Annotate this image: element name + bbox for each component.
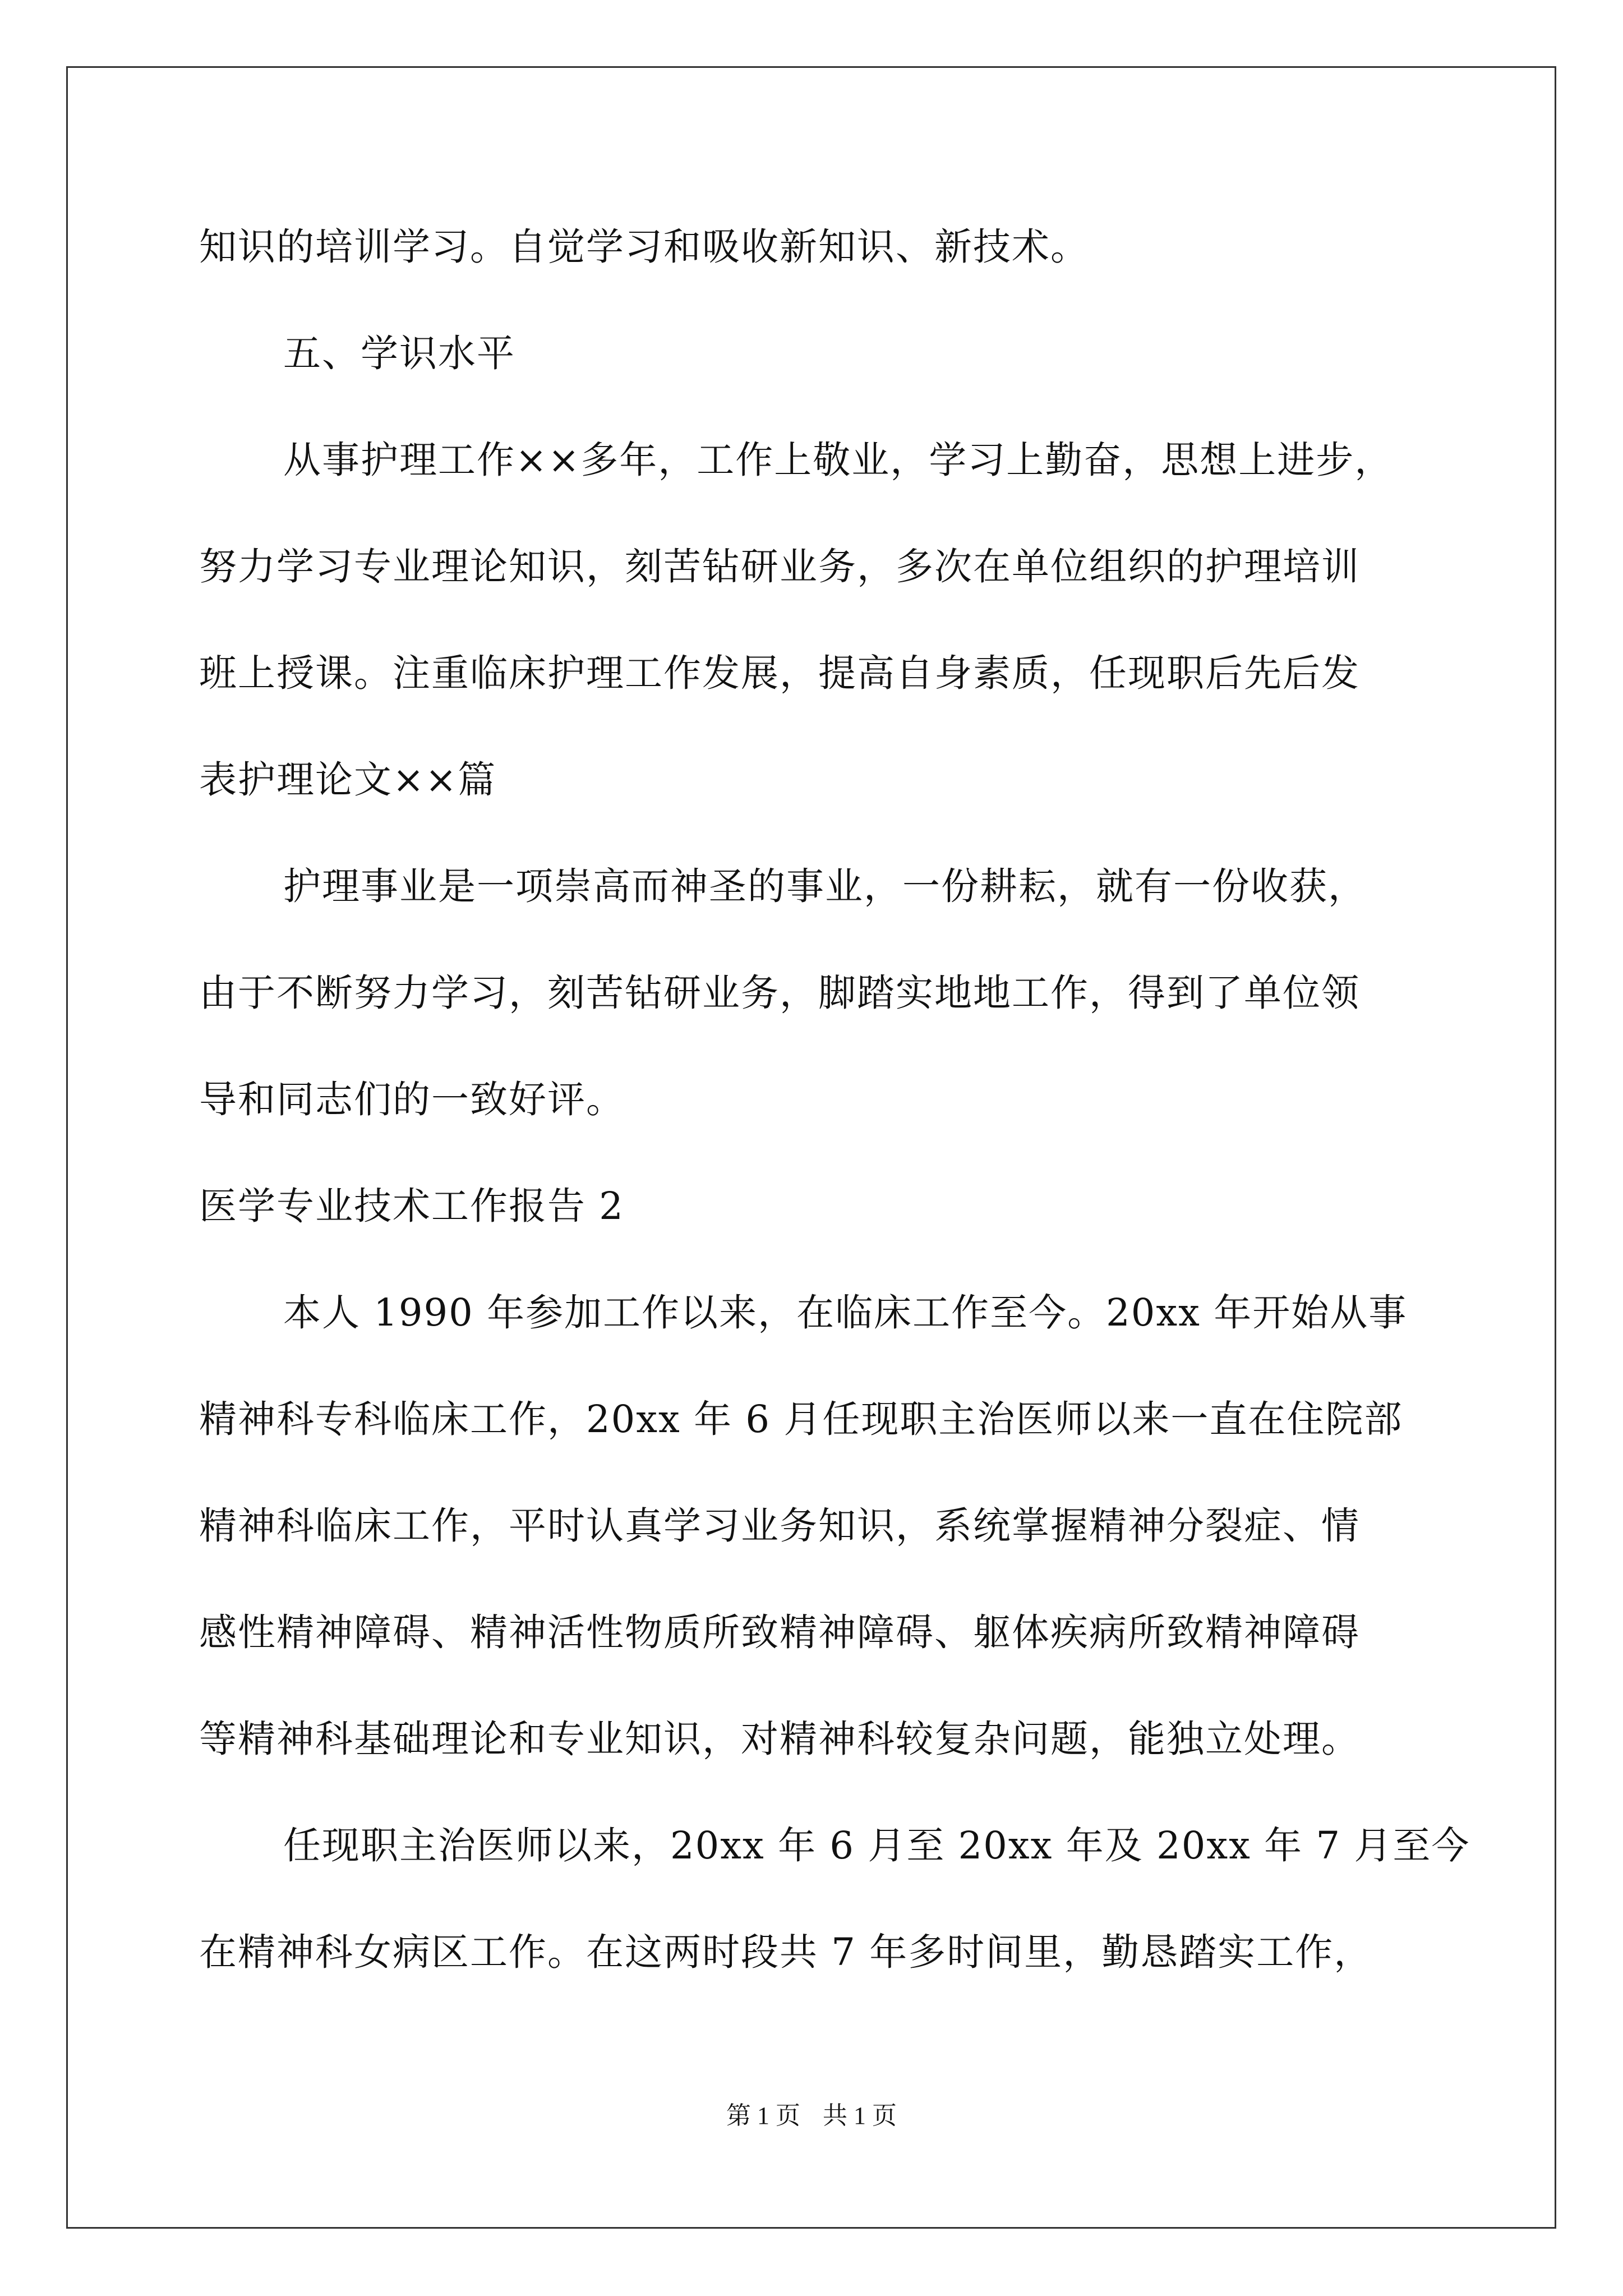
text-line: 班上授课。注重临床护理工作发展，提高自身素质，任现职后先后发 [199, 651, 1360, 695]
document-subtitle: 医学专业技术工作报告 2 [199, 1184, 624, 1228]
page-total: 共 1 页 [823, 2102, 897, 2129]
text-line: 护理事业是一项崇高而神圣的事业，一份耕耘，就有一份收获， [283, 864, 1367, 908]
text-line: 导和同志们的一致好评。 [199, 1078, 625, 1121]
section-heading: 五、学识水平 [283, 332, 515, 375]
page-footer [0, 2095, 1623, 2131]
text-line: 本人 1990 年参加工作以来，在临床工作至今。20xx 年开始从事 [283, 1291, 1408, 1335]
text-line: 任现职主治医师以来，20xx 年 6 月至 20xx 年及 20xx 年 7 月至今 [283, 1824, 1470, 1867]
text-line: 在精神科女病区工作。在这两时段共 7 年多时间里，勤恳踏实工作， [199, 1930, 1373, 1974]
page-number: 第 1 页 [726, 2102, 800, 2129]
text-line: 由于不断努力学习，刻苦钻研业务，脚踏实地地工作，得到了单位领 [199, 971, 1360, 1015]
text-line: 等精神科基础理论和专业知识，对精神科较复杂问题，能独立处理。 [199, 1717, 1360, 1761]
text-line: 感性精神障碍、精神活性物质所致精神障碍、躯体疾病所致精神障碍 [199, 1611, 1360, 1654]
text-line: 精神科专科临床工作，20xx 年 6 月任现职主治医师以来一直在住院部 [199, 1397, 1403, 1441]
text-line: 努力学习专业理论知识，刻苦钻研业务，多次在单位组织的护理培训 [199, 545, 1360, 588]
text-line: 表护理论文××篇 [199, 758, 497, 802]
page-border [66, 66, 1556, 2229]
text-line: 知识的培训学习。自觉学习和吸收新知识、新技术。 [199, 225, 1089, 269]
text-line: 精神科临床工作，平时认真学习业务知识，系统掌握精神分裂症、情 [199, 1504, 1360, 1548]
text-line: 从事护理工作××多年，工作上敬业，学习上勤奋，思想上进步， [283, 438, 1394, 482]
